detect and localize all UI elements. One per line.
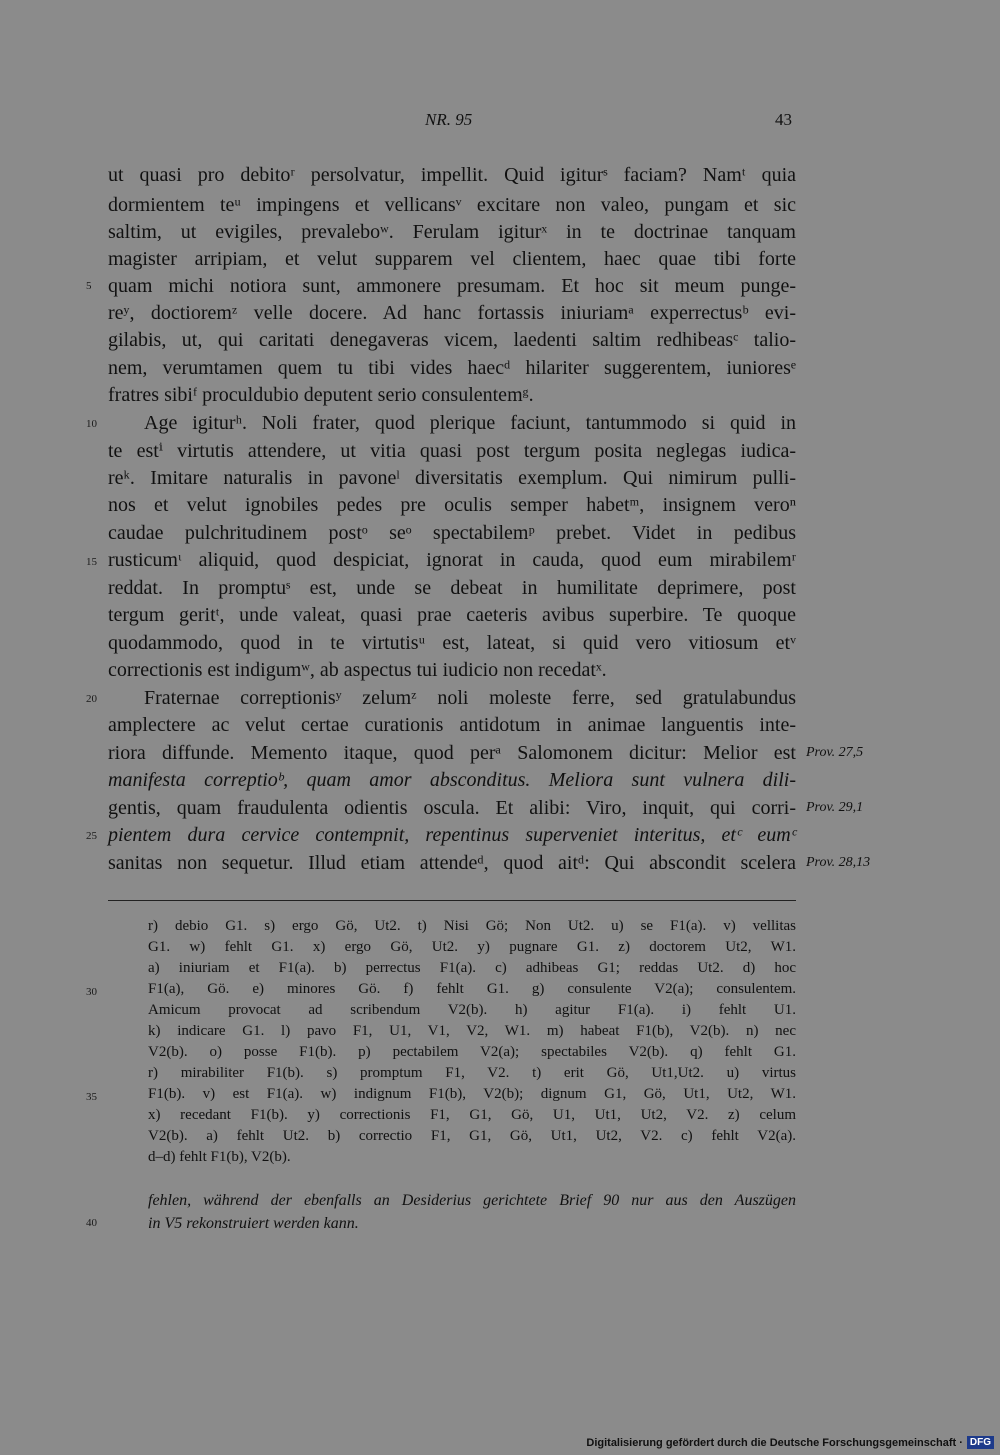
line-number: 20 [86, 693, 97, 705]
footer-text: Digitalisierung gefördert durch die Deutsche Forschungsgemeinschaft · [586, 1436, 963, 1449]
note-line: r) debio G1. s) ergo Gö, Ut2. t) Nisi Gö; Non Ut2. u) se F1(a). v) vellitas [148, 918, 796, 934]
text-line: Fraternae correptionisʸ zelumᶻ noli moleste ferre, sed gratulabundus [144, 687, 796, 709]
line-number: 25 [86, 830, 97, 842]
line-number: 5 [86, 280, 92, 292]
text-line: sanitas non sequetur. Illud etiam attendeᵈ, quod aitᵈ: Qui abscondit scelera [108, 852, 796, 874]
line-number: 10 [86, 418, 97, 430]
text-line: te estⁱ virtutis attendere, ut vitia quasi post tergum posita neglegas iudica- [108, 440, 796, 462]
note-line: V2(b). a) fehlt Ut2. b) correctio F1, G1, Gö, Ut1, Ut2, V2. c) fehlt V2(a). [148, 1128, 796, 1144]
text-line: reᵏ. Imitare naturalis in pavoneˡ diversitatis exemplum. Qui nimirum pulli- [108, 467, 796, 489]
note-line: k) indicare G1. l) pavo F1, U1, V1, V2, W1. m) habeat F1(b), V2(b). n) nec [148, 1023, 796, 1039]
text-line: pientem dura cervice contempnit, repentinus superveniet interitus, etᶜ eumᶜ [108, 824, 796, 846]
text-line: correctionis est indigumʷ, ab aspectus tui iudicio non recedatˣ. [108, 659, 607, 681]
margin-reference: Prov. 29,1 [806, 800, 864, 815]
text-line: ut quasi pro debitoʳ persolvatur, impellit. Quid igiturˢ faciam? Namᵗ quia [108, 164, 796, 186]
running-title: NR. 95 [425, 110, 473, 129]
line-number: 35 [86, 1091, 97, 1103]
note-line: a) iniuriam et F1(a). b) perrectus F1(a). c) adhibeas G1; reddas Ut2. d) hoc [148, 960, 796, 976]
note-line: F1(a), Gö. e) minores Gö. f) fehlt G1. g) consulente V2(a); consulentem. [148, 981, 796, 997]
text-line: nem, verumtamen quem tu tibi vides haecᵈ hilariter suggerentem, iunioresᵉ [108, 357, 796, 379]
note-line: x) recedant F1(b). y) correctionis F1, G1, Gö, U1, Ut1, Ut2, V2. z) celum [148, 1107, 796, 1123]
note-line: F1(b). v) est F1(a). w) indignum F1(b), V2(b); dignum G1, Gö, Ut1, Ut2, W1. [148, 1086, 796, 1102]
running-header [0, 110, 1000, 136]
text-line: quam michi notiora sunt, ammonere presumam. Et hoc sit meum punge- [108, 275, 796, 297]
page-number: 43 [775, 110, 792, 129]
line-number: 15 [86, 556, 97, 568]
line-number: 30 [86, 986, 97, 998]
text-line: gilabis, ut, qui caritati denegaveras vicem, laedenti saltim redhibeasᶜ talio- [108, 329, 796, 351]
text-line: reddat. In promptuˢ est, unde se debeat in humilitate deprimere, post [108, 577, 796, 599]
text-line: tergum geritᵗ, unde valeat, quasi prae caeteris avibus superbire. Te quoque [108, 604, 796, 626]
text-line: dormientem teᵘ impingens et vellicansᵛ excitare non valeo, pungam et sic [108, 194, 796, 216]
margin-reference: Prov. 27,5 [806, 745, 864, 760]
text-line: nos et velut ignobiles pedes pre oculis semper habetᵐ, insignem veroⁿ [108, 494, 796, 516]
commentary-line: fehlen, während der ebenfalls an Desiderius gerichtete Brief 90 nur aus den Auszügen [148, 1192, 796, 1209]
note-line: d–d) fehlt F1(b), V2(b). [148, 1149, 291, 1165]
text-line: caudae pulchritudinem postᵒ seᵒ spectabilemᵖ prebet. Videt in pedibus [108, 522, 796, 544]
text-line: quodammodo, quod in te virtutisᵘ est, lateat, si quid vero vitiosum etᵛ [108, 632, 796, 654]
note-line: r) mirabiliter F1(b). s) promptum F1, V2. t) erit Gö, Ut1,Ut2. u) virtus [148, 1065, 796, 1081]
text-line: gentis, quam fraudulenta odientis oscula. Et alibi: Viro, inquit, qui corri- [108, 797, 796, 819]
note-line: V2(b). o) posse F1(b). p) pectabilem V2(a); spectabiles V2(b). q) fehlt G1. [148, 1044, 796, 1060]
text-line: reʸ, doctioremᶻ velle docere. Ad hanc fortassis iniuriamᵃ experrectusᵇ evi- [108, 302, 796, 324]
text-line: fratres sibiᶠ proculdubio deputent serio consulentemᵍ. [108, 384, 534, 406]
text-line: riora diffunde. Memento itaque, quod perᵃ Salomonem dicitur: Melior est [108, 742, 796, 764]
text-line: magister arripiam, et velut supparem vel clientem, haec quae tibi forte [108, 248, 796, 270]
dfg-logo-icon: DFG [967, 1436, 994, 1449]
text-line: Age igiturʰ. Noli frater, quod plerique faciunt, tantummodo si quid in [144, 412, 796, 434]
footnote-rule [108, 900, 796, 901]
line-number: 40 [86, 1217, 97, 1229]
text-line: amplectere ac velut certae curationis antidotum in animae languentis inte- [108, 714, 796, 736]
text-line: saltim, ut evigiles, prevaleboʷ. Ferulam igiturˣ in te doctrinae tanquam [108, 221, 796, 243]
note-line: G1. w) fehlt G1. x) ergo Gö, Ut2. y) pugnare G1. z) doctorem Ut2, W1. [148, 939, 796, 955]
text-line: rusticumᶥ aliquid, quod despiciat, ignorat in cauda, quod eum mirabilemʳ [108, 549, 796, 571]
commentary-line: in V5 rekonstruiert werden kann. [148, 1215, 359, 1232]
text-line: manifesta correptioᵇ, quam amor absconditus. Meliora sunt vulnera dili- [108, 769, 796, 791]
funding-footer [586, 1436, 994, 1449]
note-line: Amicum provocat ad scribendum V2(b). h) agitur F1(a). i) fehlt U1. [148, 1002, 796, 1018]
margin-reference: Prov. 28,13 [806, 855, 871, 870]
